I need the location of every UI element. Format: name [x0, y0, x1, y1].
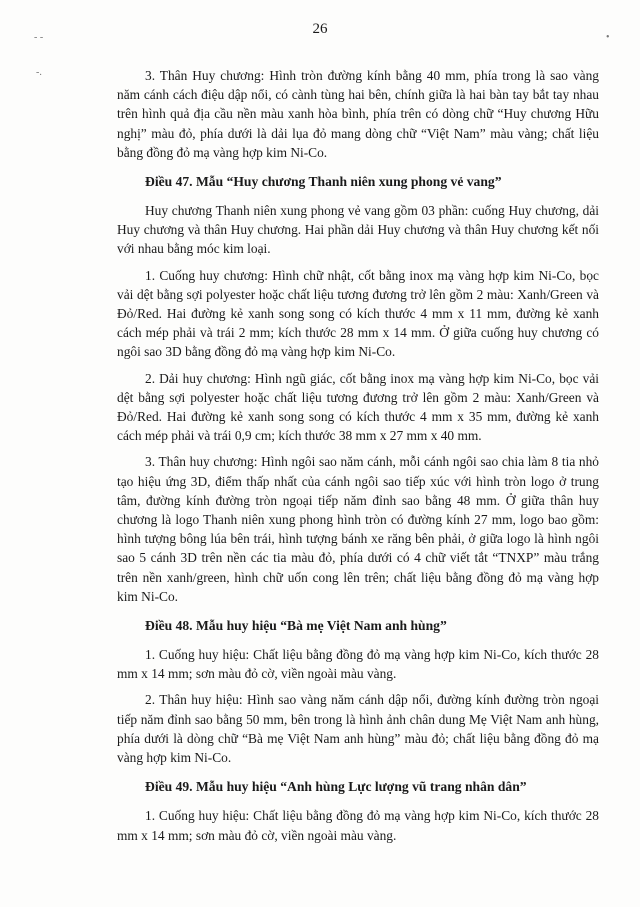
article-heading: Điều 48. Mẫu huy hiệu “Bà mẹ Việt Nam anh hùng”: [145, 618, 447, 634]
article-heading: Điều 49. Mẫu huy hiệu “Anh hùng Lực lượng vũ trang nhân dân”: [145, 779, 527, 795]
document-body: [117, 66, 599, 845]
paragraph: 1. Cuống huy hiệu: Chất liệu bằng đồng đỏ mạ vàng hợp kim Ni-Co, kích thước 28 mm x 14 mm; sơn màu đỏ cờ, viền ngoài màu vàng.: [117, 647, 599, 682]
paragraph: 2. Thân huy hiệu: Hình sao vàng năm cánh dập nổi, đường kính đường tròn ngoại tiếp năm đỉnh sao bằng 50 mm, bên trong là hình ảnh chân dung Mẹ Việt Nam anh hùng, phía dưới là dòng chữ “Bà mẹ Việt Nam anh hùng” màu đỏ; chất liệu bằng đồng đỏ mạ vàng hợp kim Ni-Co.: [117, 692, 599, 766]
paragraph: 1. Cuống huy chương: Hình chữ nhật, cốt bằng inox mạ vàng hợp kim Ni-Co, bọc vải dệt bằng sợi polyester hoặc chất liệu tương đương trở lên gồm 2 màu: Xanh/Green và Đỏ/Red. Hai đường kẻ xanh song song có kích thước 4 mm x 11 mm, đường kẻ xanh cách mép phải và trái 2 mm; kích thước 28 mm x 14 mm. Ở giữa cuống huy chương có ngôi sao 3D bằng đồng đỏ mạ vàng hợp kim Ni-Co.: [117, 267, 599, 360]
scan-mark: - -: [34, 32, 44, 43]
scan-mark: •: [606, 32, 610, 43]
paragraph: 3. Thân Huy chương: Hình tròn đường kính bằng 40 mm, phía trong là sao vàng năm cánh cách điệu dập nổi, có cành tùng hai bên, chính giữa là hai bàn tay bắt tay nhau trên hình quả địa cầu nền màu xanh hòa bình, phía trên có dòng chữ “Huy chương Hữu nghị” màu đỏ, phía dưới là dải lụa đỏ mang dòng chữ “Việt Nam” màu vàng; chất liệu bằng đồng đỏ mạ vàng hợp kim Ni-Co.: [117, 68, 599, 160]
paragraph: 1. Cuống huy hiệu: Chất liệu bằng đồng đỏ mạ vàng hợp kim Ni-Co, kích thước 28 mm x 14 mm; sơn màu đỏ cờ, viền ngoài màu vàng.: [117, 808, 599, 843]
page-number: 26: [312, 21, 328, 37]
scan-mark: -.: [36, 67, 42, 78]
paragraph: Huy chương Thanh niên xung phong vẻ vang gồm 03 phần: cuống Huy chương, dải Huy chương và thân Huy chương. Hai phần dải Huy chương và thân Huy chương kết nối với nhau bằng móc kim loại.: [117, 203, 599, 257]
article-heading: Điều 47. Mẫu “Huy chương Thanh niên xung phong vẻ vang”: [145, 174, 502, 190]
paragraph: 3. Thân huy chương: Hình ngôi sao năm cánh, mỗi cánh ngôi sao chia làm 8 tia nhỏ tạo hiệu ứng 3D, điểm thấp nhất của cánh ngôi sao tiếp xúc với hình tròn logo ở trung tâm, đường kính đường tròn ngoại tiếp năm đỉnh sao bằng 48 mm. Ở giữa thân huy chương là logo Thanh niên xung phong hình tròn có đường kính 27 mm, logo bao gồm: hình tượng bông lúa bên trái, hình tượng bánh xe răng bên phải, ở giữa logo là hình ngôi sao 5 cánh 3D trên nền các tia màu đỏ, phía dưới có 4 chữ viết tắt “TNXP” màu trắng trên nền xanh/green, hình chữ uốn cong lên trên; chất liệu bằng đồng đỏ mạ vàng hợp kim Ni-Co.: [117, 454, 599, 604]
paragraph: 2. Dải huy chương: Hình ngũ giác, cốt bằng inox mạ vàng hợp kim Ni-Co, bọc vải dệt bằng sợi polyester hoặc chất liệu tương đương trở lên gồm 2 màu: Xanh/Green và Đỏ/Red. Hai đường kẻ xanh song song có kích thước 4 mm x 35 mm, đường kẻ xanh cách mép phải và trái 0,9 cm; kích thước 38 mm x 27 mm x 40 mm.: [117, 370, 599, 444]
